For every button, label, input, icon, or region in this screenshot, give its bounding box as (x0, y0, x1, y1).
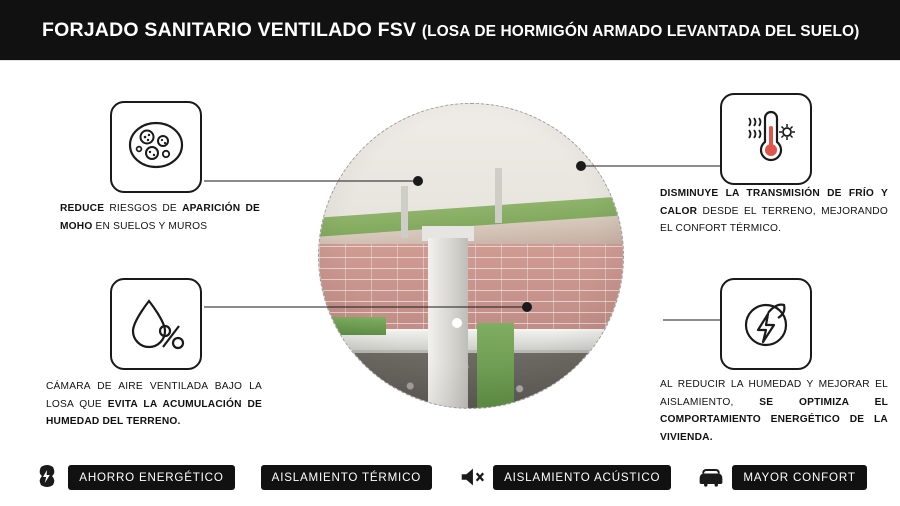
callout-text-top-left: REDUCE RIESGOS DE APARICIÓN DE MOHO EN SUELOS Y MUROS (60, 203, 260, 232)
footer-item-aislamiento-termico[interactable] (261, 465, 432, 490)
callout-text-bottom-left: CÁMARA DE AIRE VENTILADA BAJO LA LOSA QUE EVITA LA ACUMULACIÓN DE HUMEDAD DEL TERRENO. (46, 381, 262, 428)
thermometer-temperature-icon (735, 106, 797, 173)
energy-saving-bolt-icon (33, 463, 61, 491)
mute-speaker-icon (458, 463, 486, 491)
footer-label-mayor-confort: MAYOR CONFORT (732, 465, 866, 490)
scene-vignette (319, 104, 623, 408)
footer-label-aislamiento-acustico: AISLAMIENTO ACÚSTICO (493, 465, 671, 490)
callout-text-bottom-right: AL REDUCIR LA HUMEDAD Y MEJORAR EL AISLAMIENTO, SE OPTIMIZA EL COMPORTAMIENTO ENERGÉTICO DE LA VIVIENDA. (660, 379, 888, 443)
callout-icon-box-bottom-left (110, 278, 202, 370)
header-divider (0, 60, 900, 61)
page-title-main: FORJADO SANITARIO VENTILADO FSV (42, 18, 422, 41)
footer-label-ahorro-energetico: AHORRO ENERGÉTICO (68, 465, 234, 490)
energy-leaf-bolt-icon (735, 291, 797, 358)
callout-icon-box-bottom-right (720, 278, 812, 370)
comfort-sofa-icon (697, 463, 725, 491)
callout-text-top-right: DISMINUYE LA TRANSMISIÓN DE FRÍO Y CALOR DESDE EL TERRENO, MEJORANDO EL CONFORT TÉRMICO. (660, 188, 888, 235)
mold-spores-icon (125, 116, 187, 179)
section-render-scene (319, 104, 623, 408)
footer-badges (0, 448, 900, 506)
humidity-drop-percent-icon (125, 291, 187, 358)
callout-icon-box-top-left (110, 101, 202, 193)
callout-icon-box-top-right (720, 93, 812, 185)
section-render-image (318, 103, 624, 409)
footer-label-aislamiento-termico: AISLAMIENTO TÉRMICO (261, 465, 432, 490)
footer-item-mayor-confort[interactable] (697, 463, 866, 491)
footer-item-aislamiento-acustico[interactable] (458, 463, 671, 491)
header-bar (0, 0, 900, 60)
footer-item-ahorro-energetico[interactable] (33, 463, 234, 491)
page-title-sub: (LOSA DE HORMIGÓN ARMADO LEVANTADA DEL SUELO) (421, 22, 860, 40)
page-title (42, 19, 859, 42)
